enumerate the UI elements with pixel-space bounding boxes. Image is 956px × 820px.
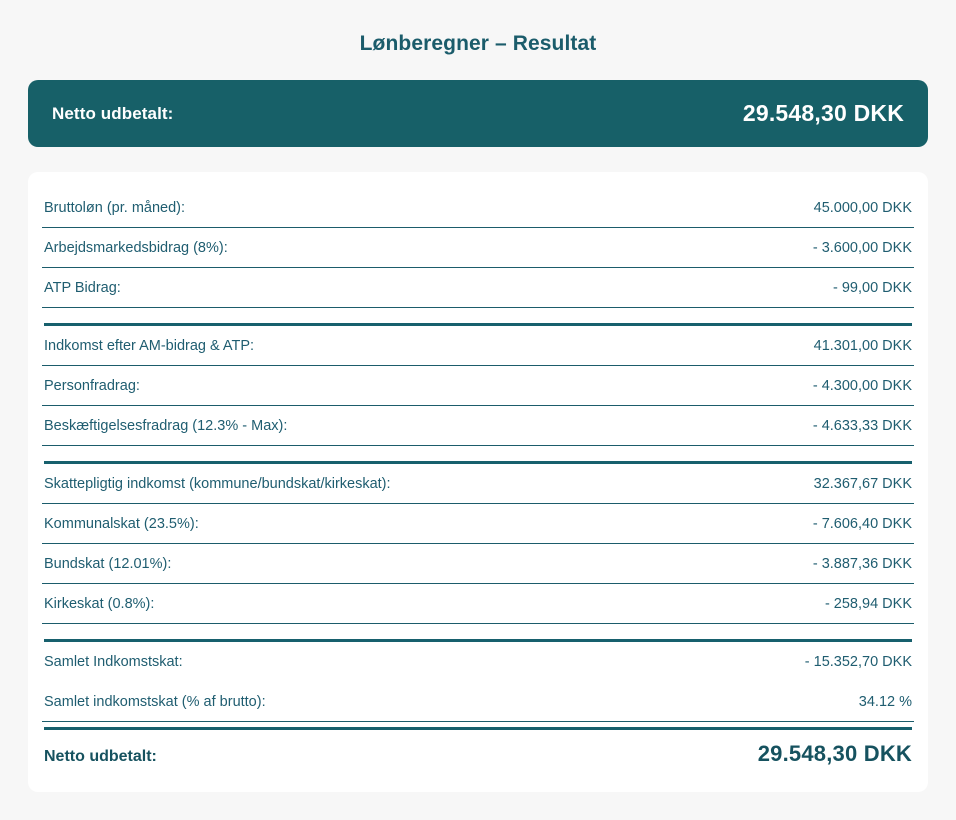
row-value: 41.301,00 DKK: [813, 338, 912, 354]
table-row: [42, 406, 914, 446]
breakdown-rows: [42, 188, 914, 770]
row-label: Indkomst efter AM-bidrag & ATP:: [44, 338, 255, 354]
page-title: Lønberegner – Resultat: [359, 32, 597, 55]
row-value: - 4.300,00 DKK: [812, 378, 912, 394]
net-pay-total-value: 29.548,30 DKK: [757, 741, 912, 766]
table-row: [42, 642, 914, 682]
row-value: - 4.633,33 DKK: [812, 418, 912, 434]
table-row: [42, 188, 914, 228]
breakdown-card: [28, 172, 928, 792]
row-value: 45.000,00 DKK: [813, 200, 912, 216]
table-row: [42, 584, 914, 624]
table-row: [42, 682, 914, 722]
row-label: Samlet Indkomstskat:: [44, 654, 183, 670]
table-row: [42, 544, 914, 584]
row-label: Kirkeskat (0.8%):: [44, 596, 155, 612]
row-label: Skattepligtig indkomst (kommune/bundskat/kirkeskat):: [44, 476, 391, 492]
row-value: - 7.606,40 DKK: [812, 516, 912, 532]
net-pay-banner-value: 29.548,30 DKK: [742, 100, 904, 126]
row-label: Kommunalskat (23.5%):: [44, 516, 199, 532]
row-label: Samlet indkomstskat (% af brutto):: [44, 694, 266, 710]
table-row: [42, 268, 914, 308]
table-row: [42, 228, 914, 268]
net-pay-total-row: [42, 730, 914, 770]
row-value: 32.367,67 DKK: [813, 476, 912, 492]
table-row: [42, 326, 914, 366]
net-pay-banner: [28, 80, 928, 147]
row-label: Arbejdsmarkedsbidrag (8%):: [44, 240, 228, 256]
table-row: [42, 504, 914, 544]
row-label: Personfradrag:: [44, 378, 140, 394]
table-row: [42, 366, 914, 406]
row-value: - 258,94 DKK: [824, 596, 912, 612]
row-value: 34.12 %: [858, 694, 912, 710]
row-label: Bruttoløn (pr. måned):: [44, 200, 186, 216]
net-pay-banner-label: Netto udbetalt:: [52, 103, 174, 123]
row-value: - 3.600,00 DKK: [812, 240, 912, 256]
net-pay-total-label: Netto udbetalt:: [44, 748, 157, 765]
table-row: [42, 464, 914, 504]
row-label: Beskæftigelsesfradrag (12.3% - Max):: [44, 418, 288, 434]
row-value: - 3.887,36 DKK: [812, 556, 912, 572]
row-label: ATP Bidrag:: [44, 280, 121, 296]
row-label: Bundskat (12.01%):: [44, 556, 172, 572]
row-value: - 99,00 DKK: [833, 280, 912, 296]
row-value: - 15.352,70 DKK: [804, 654, 912, 670]
